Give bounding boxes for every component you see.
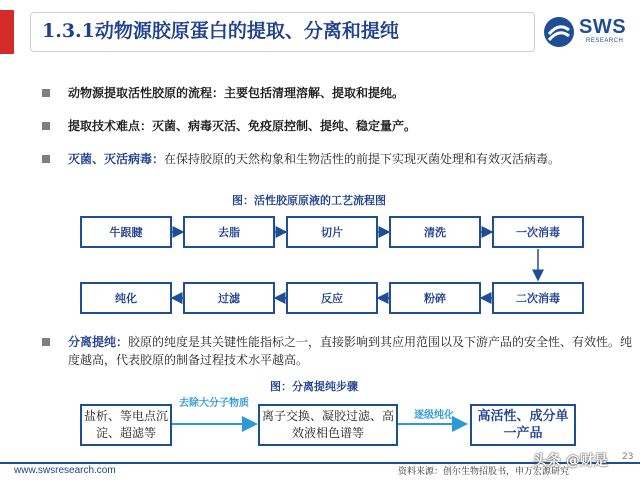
logo-sub: RESEARCH xyxy=(586,38,624,44)
flow-step: 清洗 xyxy=(389,216,481,248)
separation-caption: 图：分离提纯步骤 xyxy=(270,380,358,393)
bullet-square-icon xyxy=(42,338,50,346)
footer-source: 资料来源：创尔生物招股书，申万宏源研究 xyxy=(398,467,570,477)
arrow-label: 逐级纯化 xyxy=(414,410,454,421)
flow-step: 粉碎 xyxy=(389,282,481,314)
watermark: 头条 @财是 xyxy=(533,453,608,469)
footer-url[interactable]: www.swsresearch.com xyxy=(14,465,116,476)
bullet-square-icon xyxy=(42,122,50,130)
flow-step: 反应 xyxy=(286,282,378,314)
arrow-label: 去除大分子物质 xyxy=(179,398,249,409)
bullet-square-icon xyxy=(42,155,50,163)
separation-step: 离子交换、凝胶过滤、高效液相色谱等 xyxy=(258,404,398,446)
bullet-square-icon xyxy=(42,89,50,97)
separation-step-final: 高活性、成分单一产品 xyxy=(470,404,576,446)
flow-step: 去脂 xyxy=(183,216,275,248)
flow-step: 过滤 xyxy=(183,282,275,314)
flow-step: 一次消毒 xyxy=(492,216,584,248)
flow-step: 纯化 xyxy=(80,282,172,314)
title-bar xyxy=(0,0,640,68)
logo-name: SWS xyxy=(579,16,627,38)
title-accent-stripe xyxy=(0,10,14,54)
flow-step: 牛跟腱 xyxy=(80,216,172,248)
flow-step: 二次消毒 xyxy=(492,282,584,314)
page-number: 23 xyxy=(622,452,634,462)
flow-chart-caption: 图：活性胶原原液的工艺流程图 xyxy=(232,194,386,207)
separation-step: 盐析、等电点沉淀、超滤等 xyxy=(80,404,172,446)
page-title: 1.3.1动物源胶原蛋白的提取、分离和提纯 xyxy=(42,20,399,42)
flow-step: 切片 xyxy=(286,216,378,248)
